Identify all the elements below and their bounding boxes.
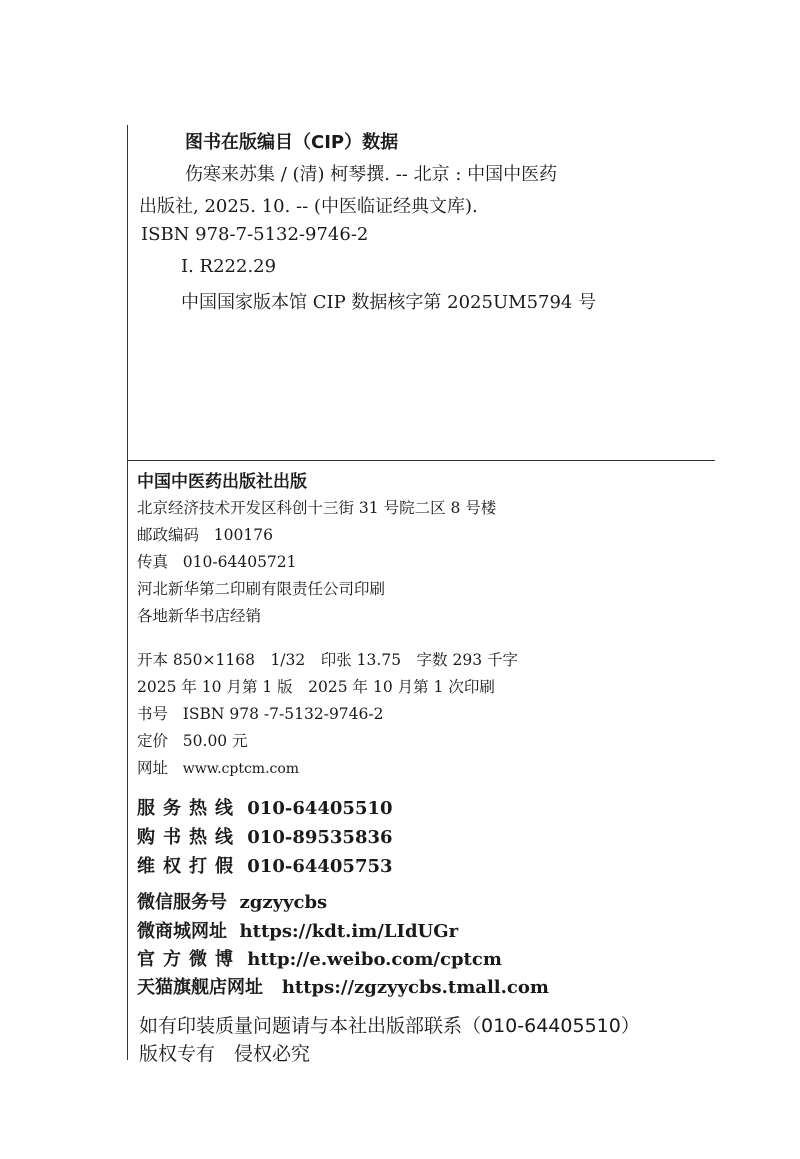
distributor: 各地新华书店经销 <box>137 607 262 625</box>
fax-label: 传真 <box>137 553 169 571</box>
mall-row <box>137 917 458 943</box>
postcode-label: 邮政编码 <box>137 526 200 544</box>
publisher-address: 北京经济技术开发区科创十三街 31 号院二区 8 号楼 <box>137 499 497 517</box>
tmall-label: 天猫旗舰店网址 <box>137 977 263 998</box>
website-value: www.cptcm.com <box>182 761 300 777</box>
cip-line-2: 出版社, 2025. 10. -- (中医临证经典文库). <box>139 196 478 217</box>
cip-title: 图书在版编目（CIP）数据 <box>185 132 399 153</box>
purchase-hotline-label: 购书热线 <box>137 827 241 848</box>
antipiracy-hotline-row <box>137 852 393 878</box>
wechat-label: 微信服务号 <box>137 892 227 913</box>
cip-number: 中国国家版本馆 CIP 数据核字第 2025UM5794 号 <box>181 292 597 313</box>
quality-notice: 如有印装质量问题请与本社出版部联系（010-64405510） <box>139 1015 640 1037</box>
service-hotline-label: 服务热线 <box>137 798 241 819</box>
wechat-value: zgzyycbs <box>239 892 328 913</box>
cip-line-1: 伤寒来苏集 / (清) 柯琴撰. -- 北京 : 中国中医药 <box>185 164 558 185</box>
weibo-row <box>137 945 502 971</box>
purchase-hotline-row <box>137 823 393 849</box>
website-row <box>137 756 299 778</box>
service-hotline-value: 010-64405510 <box>247 798 393 819</box>
book-number-value: ISBN 978 -7-5132-9746-2 <box>182 705 384 723</box>
publisher-name: 中国中医药出版社出版 <box>137 472 307 492</box>
service-hotline-row <box>137 794 393 820</box>
antipiracy-hotline-value: 010-64405753 <box>247 856 393 877</box>
price-value: 50.00 元 <box>182 732 248 750</box>
fax-row <box>137 550 297 572</box>
tmall-row <box>137 973 549 999</box>
printer: 河北新华第二印刷有限责任公司印刷 <box>137 580 386 598</box>
format-info: 开本 850×1168 1/32 印张 13.75 字数 293 千字 <box>137 651 518 669</box>
edition-info: 2025 年 10 月第 1 版 2025 年 10 月第 1 次印刷 <box>137 678 495 696</box>
cip-isbn: ISBN 978-7-5132-9746-2 <box>141 224 369 245</box>
price-row <box>137 729 248 751</box>
fax-value: 010-64405721 <box>182 553 297 571</box>
tmall-link[interactable]: https://zgzyycbs.tmall.com <box>281 977 549 998</box>
cip-classification: Ⅰ. R222.29 <box>181 256 277 277</box>
copyright-notice: 版权专有 侵权必究 <box>139 1043 311 1065</box>
mall-label: 微商城网址 <box>137 921 227 942</box>
antipiracy-hotline-label: 维权打假 <box>137 856 241 877</box>
wechat-row <box>137 888 327 914</box>
weibo-label: 官方微博 <box>137 949 241 970</box>
weibo-link[interactable]: http://e.weibo.com/cptcm <box>247 949 502 970</box>
book-number-label: 书号 <box>137 705 169 723</box>
horizontal-divider <box>127 460 715 461</box>
website-label: 网址 <box>137 759 169 777</box>
postcode-row <box>137 523 273 545</box>
purchase-hotline-value: 010-89535836 <box>247 827 393 848</box>
postcode-value: 100176 <box>213 526 273 544</box>
price-label: 定价 <box>137 732 169 750</box>
book-number-row <box>137 702 384 724</box>
left-vertical-rule <box>127 125 128 1060</box>
mall-link[interactable]: https://kdt.im/LIdUGr <box>239 921 459 942</box>
